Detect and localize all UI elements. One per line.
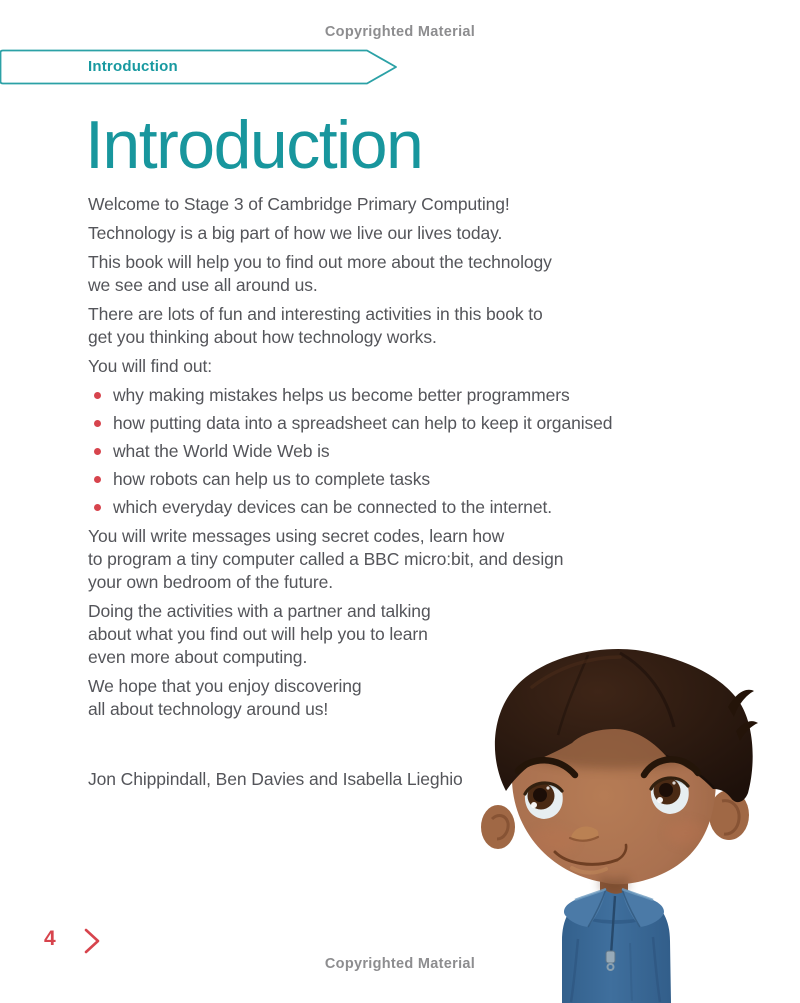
findout-item-label: how robots can help us to complete tasks xyxy=(113,469,431,489)
findout-item xyxy=(88,468,688,491)
outro-paragraph xyxy=(88,525,688,594)
findout-item-label: what the World Wide Web is xyxy=(113,441,330,461)
text-line: Welcome to Stage 3 of Cambridge Primary Computing! xyxy=(88,194,510,214)
text-line: We hope that you enjoy discovering xyxy=(88,676,362,696)
chevron-right-icon xyxy=(82,926,102,956)
findout-item-label: how putting data into a spreadsheet can help to keep it organised xyxy=(113,413,613,433)
findout-list xyxy=(88,384,688,519)
intro-paragraph xyxy=(88,251,688,297)
boy-character-illustration xyxy=(470,643,790,1003)
text-line: Doing the activities with a partner and talking xyxy=(88,601,431,621)
findout-item xyxy=(88,384,688,407)
intro-paragraph xyxy=(88,222,688,245)
intro-paragraph xyxy=(88,193,688,216)
bullet-dot-icon xyxy=(94,392,101,399)
text-line: all about technology around us! xyxy=(88,699,329,719)
text-line: even more about computing. xyxy=(88,647,308,667)
text-line: to program a tiny computer called a BBC micro:bit, and design xyxy=(88,549,564,569)
intro-paragraph xyxy=(88,303,688,349)
intro-paragraph xyxy=(88,355,688,378)
text-line: we see and use all around us. xyxy=(88,275,318,295)
text-line: You will write messages using secret codes, learn how xyxy=(88,526,505,546)
findout-item xyxy=(88,440,688,463)
findout-item-label: which everyday devices can be connected to the internet. xyxy=(113,497,552,517)
text-line: your own bedroom of the future. xyxy=(88,572,333,592)
findout-item xyxy=(88,496,688,519)
bullet-dot-icon xyxy=(94,476,101,483)
page-title: Introduction xyxy=(85,107,423,183)
chapter-tab-arrow-shape xyxy=(0,49,399,85)
bullet-dot-icon xyxy=(94,448,101,455)
text-line: get you thinking about how technology works. xyxy=(88,327,437,347)
bullet-dot-icon xyxy=(94,504,101,511)
text-line: Technology is a big part of how we live our lives today. xyxy=(88,223,503,243)
text-line: You will find out: xyxy=(88,356,213,376)
copyright-notice-top: Copyrighted Material xyxy=(324,24,476,40)
chapter-tab-label: Introduction xyxy=(88,58,178,75)
intro-paragraphs xyxy=(88,193,688,378)
page-number: 4 xyxy=(44,927,56,950)
text-line: There are lots of fun and interesting activities in this book to xyxy=(88,304,543,324)
authors-line: Jon Chippindall, Ben Davies and Isabella Lieghio xyxy=(88,769,463,789)
findout-item xyxy=(88,412,688,435)
bullet-dot-icon xyxy=(94,420,101,427)
copyright-notice-bottom: Copyrighted Material xyxy=(324,956,476,972)
findout-item-label: why making mistakes helps us become better programmers xyxy=(113,385,570,405)
text-line: This book will help you to find out more about the technology xyxy=(88,252,552,272)
text-line: about what you find out will help you to learn xyxy=(88,624,428,644)
